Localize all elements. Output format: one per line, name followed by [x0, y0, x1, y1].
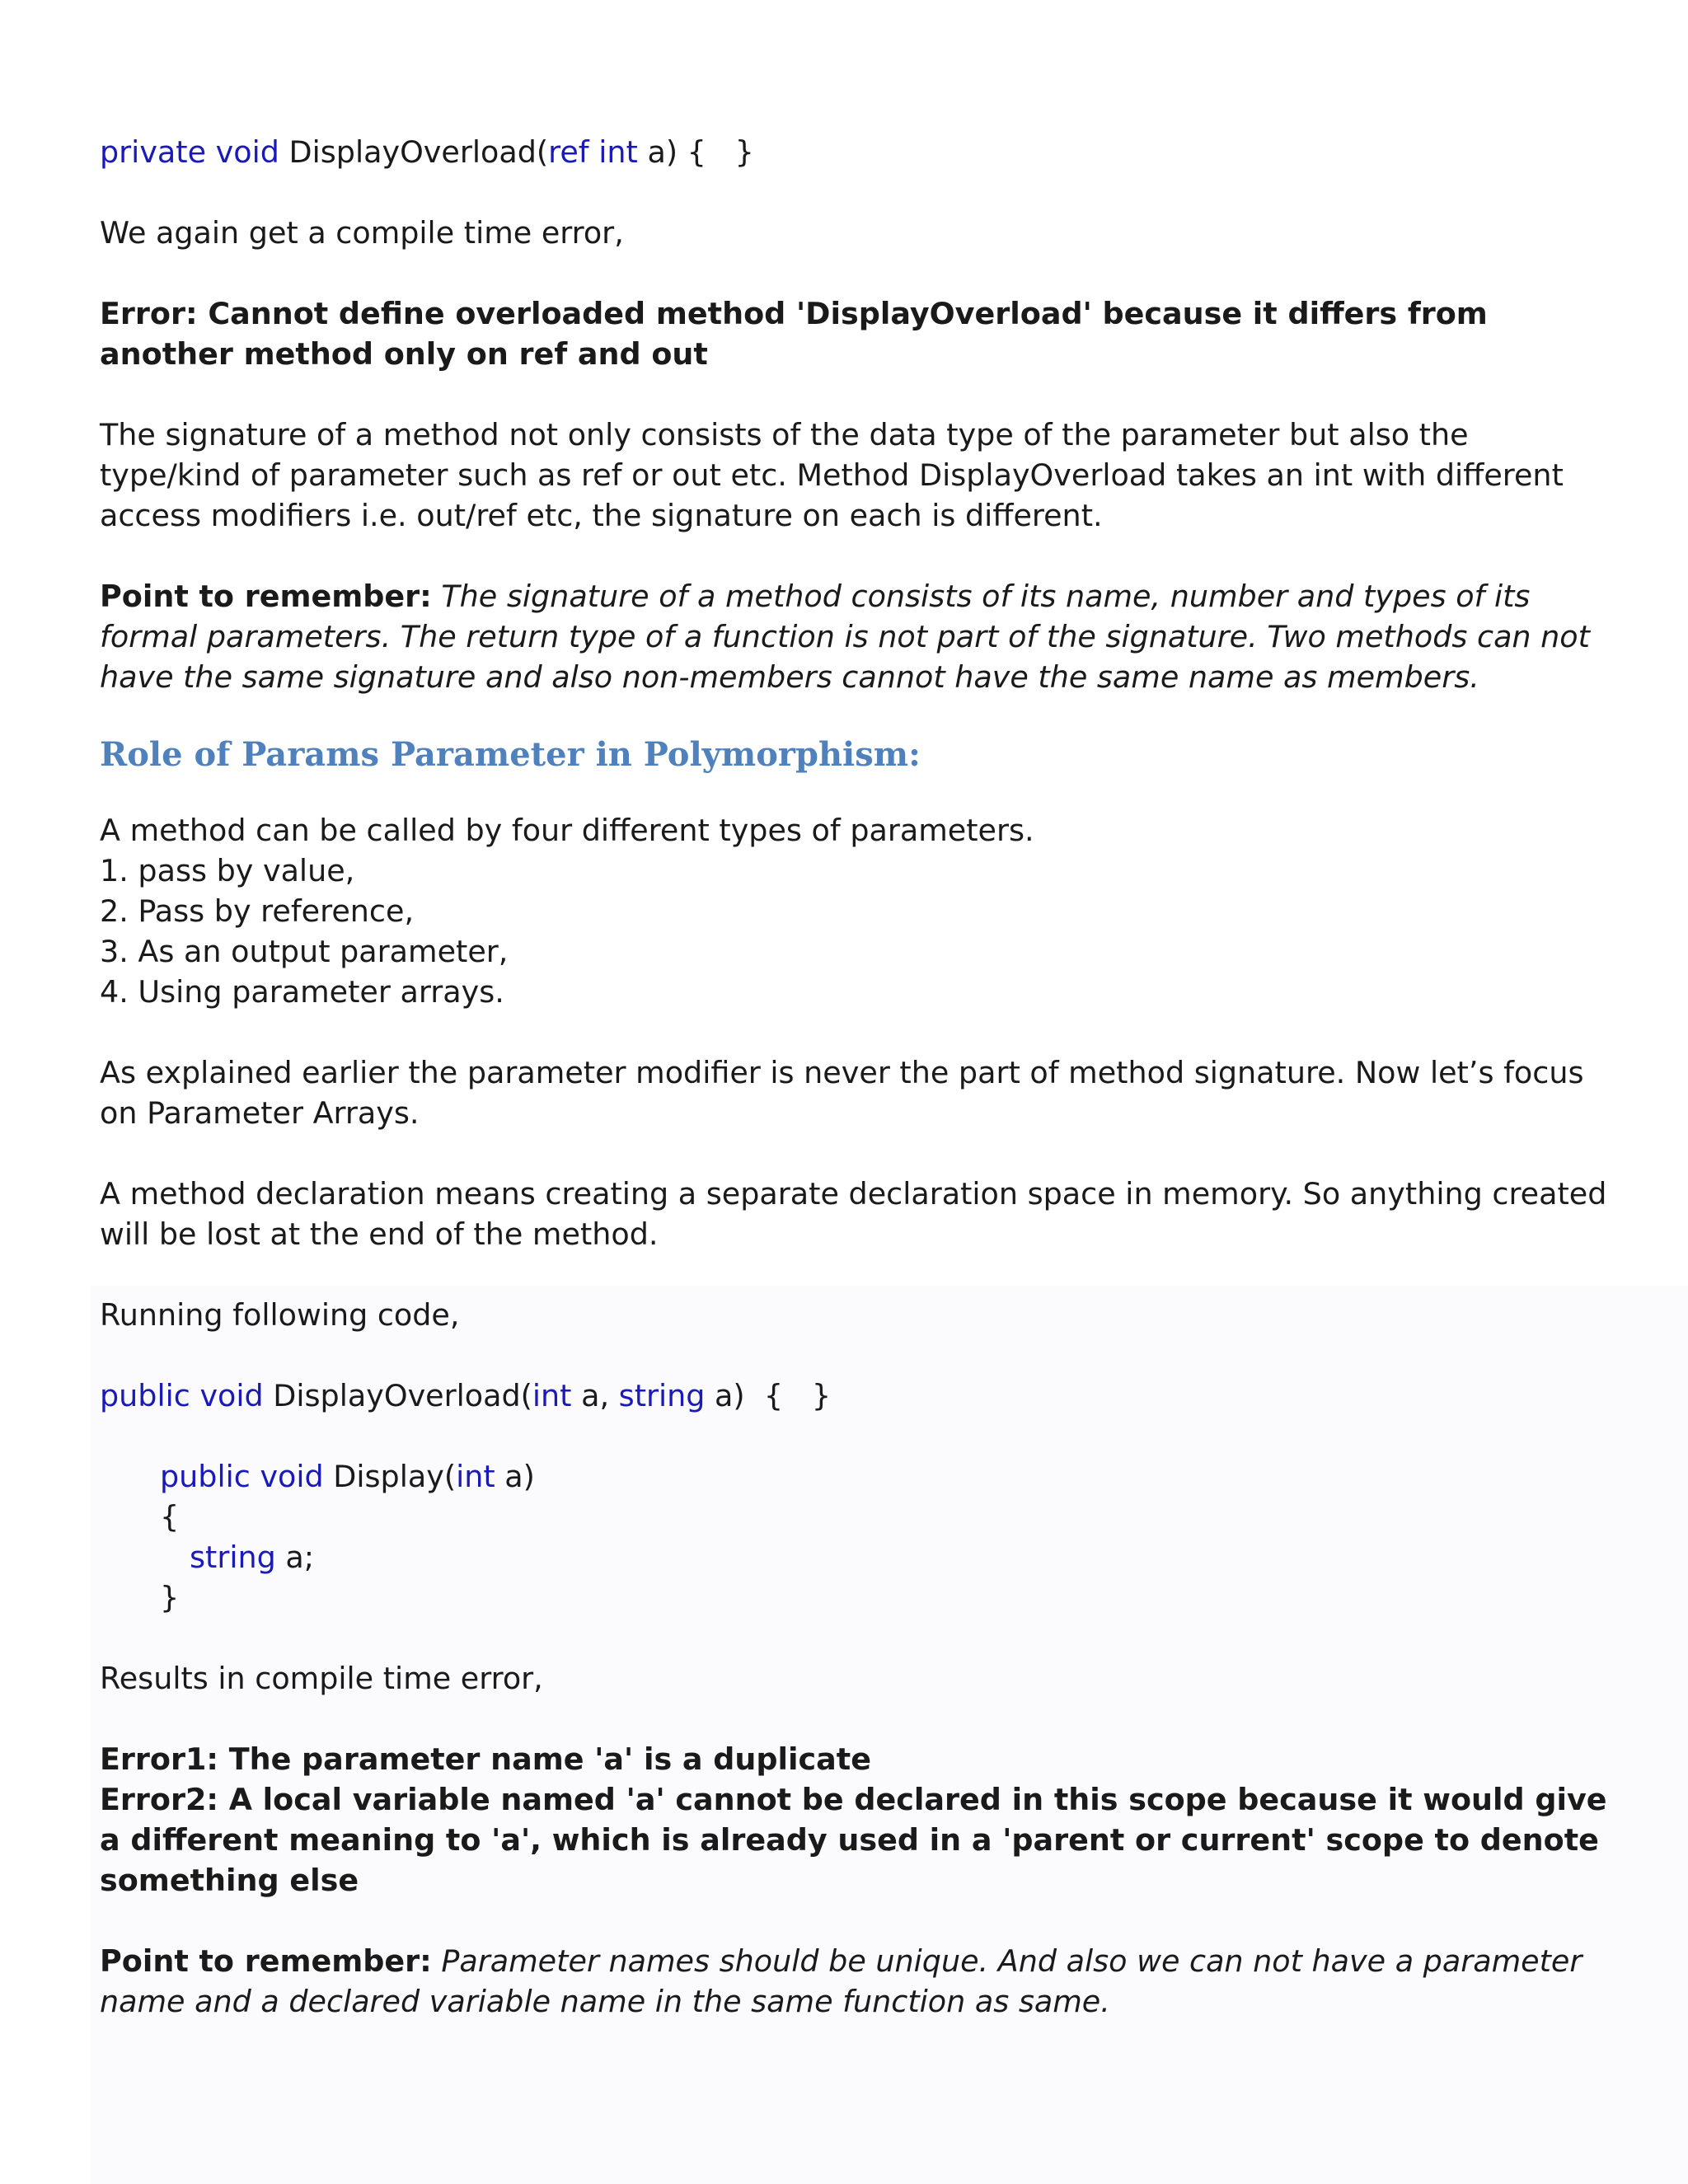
- keyword: string: [618, 1378, 706, 1413]
- code-line-display-signature: [100, 1456, 1608, 1497]
- code-text: a) { }: [705, 1378, 832, 1413]
- keyword: void: [260, 1459, 324, 1494]
- point-label: Point to remember:: [100, 1943, 432, 1979]
- code-line-close-brace: }: [160, 1580, 180, 1615]
- keyword: public: [100, 1378, 190, 1413]
- keyword: private: [100, 134, 207, 170]
- params-intro: A method can be called by four different types of parameters.: [100, 813, 1034, 848]
- paragraph-again-error: We again get a compile time error,: [100, 215, 624, 251]
- error2-local-variable: Error2: A local variable named 'a' cannot be declared in this scope because it would give a different meaning to 'a', which is already used in a 'parent or current' scope to denote something else: [100, 1782, 1607, 1898]
- list-item: 2. Pass by reference,: [100, 893, 415, 929]
- paragraph-running: Running following code,: [100, 1297, 460, 1333]
- paragraph-modifier: As explained earlier the parameter modifier is never the part of method signature. Now let’s focus on Parameter Arrays.: [100, 1055, 1584, 1131]
- code-text: DisplayOverload(: [288, 134, 549, 170]
- paragraph-results: Results in compile time error,: [100, 1661, 543, 1696]
- code-text: Display(: [333, 1459, 457, 1494]
- paragraph-signature: The signature of a method not only consists of the data type of the parameter but also the type/kind of parameter such as ref or out etc. Method DisplayOverload takes an int with different access modifiers i.e. out/ref etc, the signature on each is different.: [100, 417, 1564, 533]
- point-to-remember-2: [100, 1941, 1608, 2022]
- point-text: Parameter names should be unique. And also we can not have a parameter name and a declared variable name in the same function as same.: [100, 1943, 1582, 2019]
- keyword: string: [190, 1540, 276, 1575]
- paragraph-declaration: A method declaration means creating a separate declaration space in memory. So anything created will be lost at the end of the method.: [100, 1176, 1607, 1252]
- code-text: a,: [571, 1378, 619, 1413]
- code-text: DisplayOverload(: [273, 1378, 532, 1413]
- list-item: 4. Using parameter arrays.: [100, 974, 504, 1010]
- keyword: void: [215, 134, 279, 170]
- code-line-string-a: [100, 1537, 1608, 1577]
- keyword: int: [598, 134, 638, 170]
- code-line-displayoverload-ref: [100, 132, 1608, 172]
- code-text: a) { }: [637, 134, 754, 170]
- keyword: ref: [548, 134, 589, 170]
- code-text: a;: [275, 1540, 315, 1575]
- code-line-displayoverload-int-string: [100, 1376, 1608, 1416]
- keyword: int: [532, 1378, 572, 1413]
- list-item: 3. As an output parameter,: [100, 934, 509, 969]
- point-to-remember-1: [100, 576, 1608, 697]
- section-heading: Role of Params Parameter in Polymorphism:: [100, 735, 921, 774]
- keyword: void: [199, 1378, 264, 1413]
- code-line-open-brace: {: [160, 1499, 180, 1535]
- error-ref-out: Error: Cannot define overloaded method 'DisplayOverload' because it differs from another method only on ref and out: [100, 296, 1488, 372]
- point-label: Point to remember:: [100, 579, 432, 614]
- error1-duplicate-parameter: Error1: The parameter name 'a' is a duplicate: [100, 1741, 871, 1777]
- document-body: [100, 132, 1608, 2022]
- keyword: public: [160, 1459, 251, 1494]
- point-text: The signature of a method consists of its name, number and types of its formal parameters. The return type of a function is not part of the signature. Two methods can not have the same signature and also non-members cannot have the same name as members.: [100, 579, 1590, 695]
- list-item: 1. pass by value,: [100, 853, 355, 888]
- keyword: int: [456, 1459, 495, 1494]
- code-text: a): [495, 1459, 535, 1494]
